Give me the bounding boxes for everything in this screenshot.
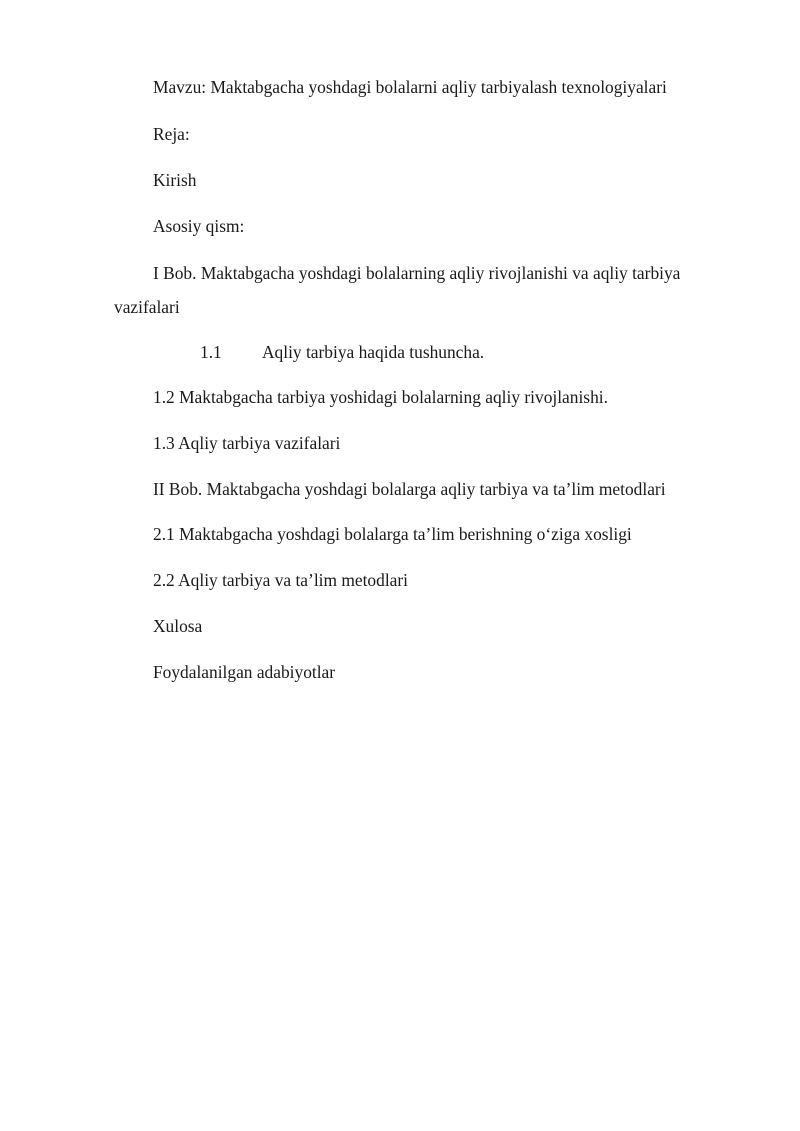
chapter1-title-line2: vazifalari	[114, 297, 180, 317]
intro-item: Kirish	[153, 170, 197, 190]
section-number: 1.1	[200, 342, 222, 362]
section-title: Aqliy tarbiya haqida tushuncha.	[262, 342, 485, 362]
topic-line: Mavzu: Maktabgacha yoshdagi bolalarni aqliy tarbiyalash texnologiyalari	[153, 77, 667, 97]
section-1-1	[200, 341, 484, 363]
plan-heading: Reja:	[153, 124, 190, 144]
chapter2-title: II Bob. Maktabgacha yoshdagi bolalarga aqliy tarbiya va ta’lim metodlari	[153, 479, 666, 499]
main-part-heading: Asosiy qism:	[153, 216, 245, 236]
references-item: Foydalanilgan adabiyotlar	[153, 662, 336, 682]
section-1-3: 1.3 Aqliy tarbiya vazifalari	[153, 433, 341, 453]
section-2-2: 2.2 Aqliy tarbiya va ta’lim metodlari	[153, 570, 408, 590]
section-2-1: 2.1 Maktabgacha yoshdagi bolalarga ta’lim berishning o‘ziga xosligi	[153, 524, 632, 544]
chapter1-title-line1: I Bob. Maktabgacha yoshdagi bolalarning aqliy rivojlanishi va aqliy tarbiya	[153, 263, 681, 283]
section-1-2: 1.2 Maktabgacha tarbiya yoshidagi bolalarning aqliy rivojlanishi.	[153, 387, 608, 407]
conclusion-item: Xulosa	[153, 616, 203, 636]
